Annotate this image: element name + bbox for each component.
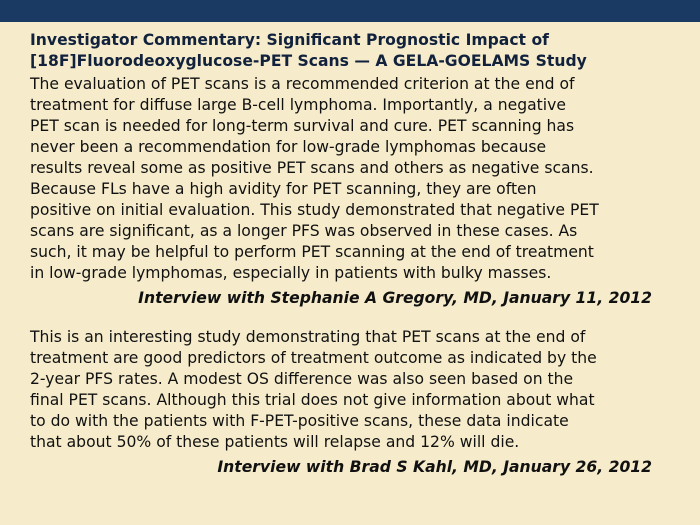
attribution-gregory: Interview with Stephanie A Gregory, MD, January 11, 2012 — [138, 289, 652, 307]
text-line: positive on initial evaluation. This study demonstrated that negative PET — [30, 201, 599, 219]
attribution-kahl: Interview with Brad S Kahl, MD, January 26, 2012 — [217, 458, 652, 476]
text-line: 2-year PFS rates. A modest OS difference was also seen based on the — [30, 370, 574, 388]
text-line: to do with the patients with F-PET-positive scans, these data indicate — [30, 412, 569, 430]
commentary-text — [30, 74, 680, 284]
text-line: in low-grade lymphomas, especially in patients with bulky masses. — [30, 264, 552, 282]
commentary-kahl — [30, 327, 680, 478]
text-line: PET scan is needed for long-term survival and cure. PET scanning has — [30, 117, 575, 135]
title-line-2: [18F]Fluorodeoxyglucose-PET Scans — A GELA-GOELAMS Study — [30, 52, 587, 70]
slide-title — [30, 30, 680, 72]
text-line: treatment for diffuse large B-cell lymphoma. Importantly, a negative — [30, 96, 566, 114]
text-line: scans are significant, as a longer PFS was observed in these cases. As — [30, 222, 578, 240]
title-line-1: Investigator Commentary: Significant Prognostic Impact of — [30, 31, 549, 49]
text-line: treatment are good predictors of treatment outcome as indicated by the — [30, 349, 597, 367]
commentary-text — [30, 327, 680, 453]
text-line: Because FLs have a high avidity for PET scanning, they are often — [30, 180, 537, 198]
slide-content — [30, 30, 680, 478]
text-line: The evaluation of PET scans is a recommended criterion at the end of — [30, 75, 575, 93]
text-line: such, it may be helpful to perform PET scanning at the end of treatment — [30, 243, 594, 261]
text-line: results reveal some as positive PET scans and others as negative scans. — [30, 159, 594, 177]
header-bar — [0, 0, 700, 22]
commentary-gregory — [30, 74, 680, 309]
text-line: This is an interesting study demonstrating that PET scans at the end of — [30, 328, 586, 346]
text-line: never been a recommendation for low-grade lymphomas because — [30, 138, 547, 156]
text-line: that about 50% of these patients will relapse and 12% will die. — [30, 433, 520, 451]
text-line: final PET scans. Although this trial does not give information about what — [30, 391, 595, 409]
